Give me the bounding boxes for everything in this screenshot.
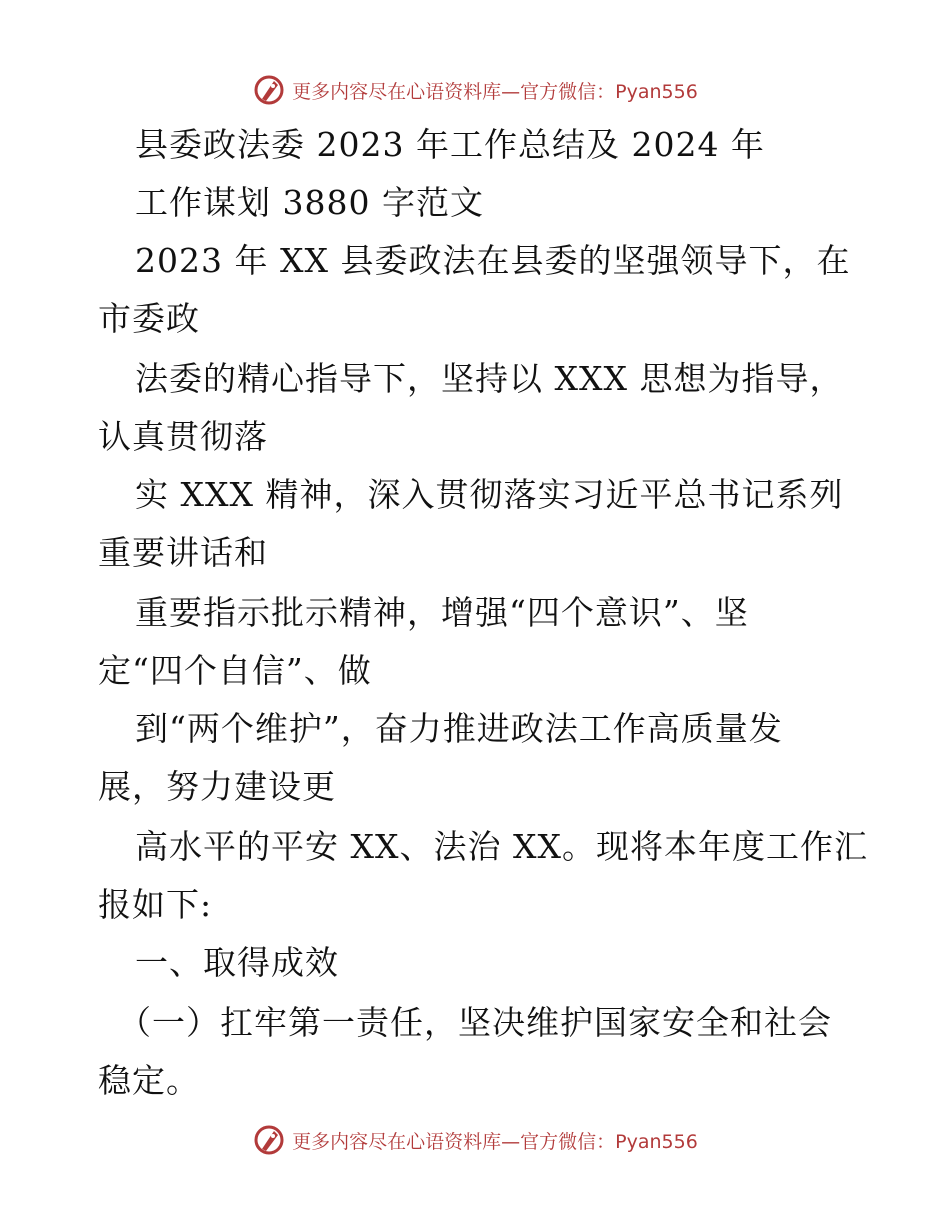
pen-nib-logo-icon (252, 1123, 286, 1157)
text-line: 报如下: (98, 885, 213, 924)
text-line: 到“两个维护”，奋力推进政法工作高质量发 (135, 709, 783, 748)
section-heading: 一、取得成效 (135, 943, 339, 982)
text-line: 高水平的平安 XX、法治 XX。现将本年度工作汇 (135, 827, 868, 866)
footer-banner (0, 1120, 950, 1160)
text-line: 市委政 (98, 299, 200, 338)
text-line: 实 XXX 精神，深入贯彻落实习近平总书记系列 (135, 475, 844, 514)
footer-banner-text: 更多内容尽在心语资料库—官方微信：Pyan556 (292, 1130, 698, 1153)
pen-nib-logo-icon (252, 73, 286, 107)
text-line: 2023 年 XX 县委政法在县委的坚强领导下，在 (135, 241, 851, 280)
text-line: 展，努力建设更 (98, 767, 336, 806)
text-line: 定“四个自信”、做 (98, 651, 372, 690)
title-line-2: 工作谋划 3880 字范文 (135, 183, 484, 222)
subsection-heading: （一）扛牢第一责任，坚决维护国家安全和社会 (118, 1003, 832, 1042)
text-line: 稳定。 (98, 1061, 200, 1100)
title-line-1: 县委政法委 2023 年工作总结及 2024 年 (135, 125, 765, 164)
text-line: 重要讲话和 (98, 533, 268, 572)
header-banner (0, 70, 950, 110)
text-line: 重要指示批示精神，增强“四个意识”、坚 (135, 593, 749, 632)
header-banner-text: 更多内容尽在心语资料库—官方微信：Pyan556 (292, 80, 698, 103)
text-line: 认真贯彻落 (98, 417, 268, 456)
text-line: 法委的精心指导下，坚持以 XXX 思想为指导， (135, 359, 844, 398)
